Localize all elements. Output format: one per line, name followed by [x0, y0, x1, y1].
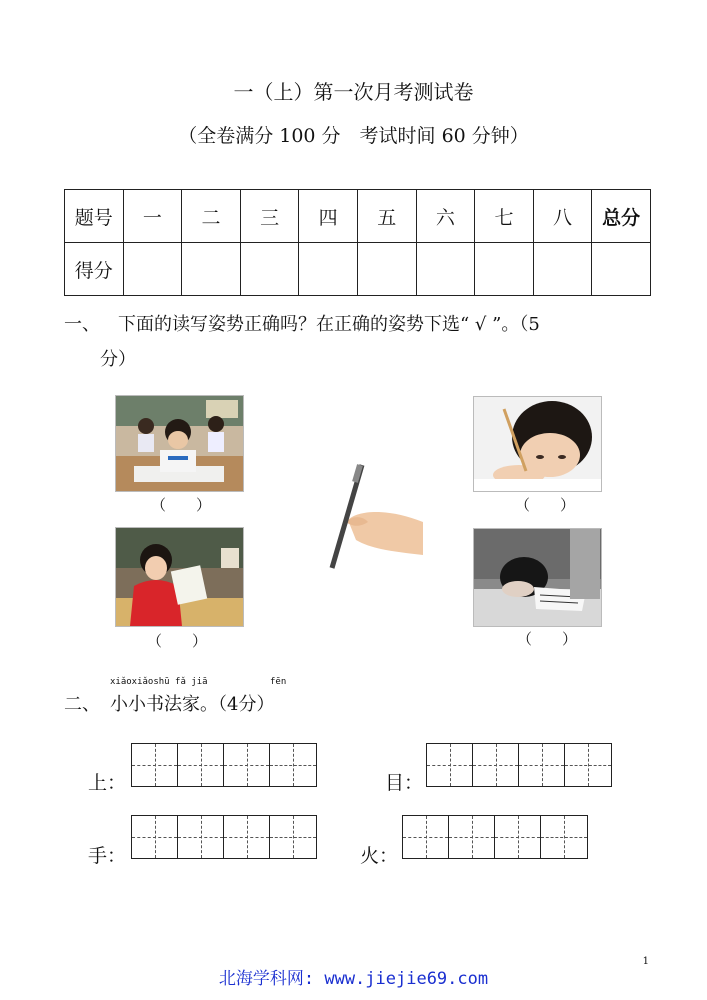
grid-cell[interactable] [449, 816, 495, 858]
grid-cell[interactable] [132, 744, 178, 786]
grid-cell[interactable] [224, 744, 270, 786]
score-cell[interactable] [182, 243, 241, 296]
grid-cell[interactable] [178, 744, 224, 786]
grid-cell[interactable] [565, 744, 611, 786]
hand-holding-pen-image [318, 460, 428, 570]
question1-text: 下面的读写姿势正确吗？在正确的姿势下选“ √ ”。（5 [118, 314, 540, 335]
score-cell[interactable] [240, 243, 299, 296]
header-cell: 五 [357, 190, 416, 243]
photo-classroom-writing [115, 395, 244, 492]
photo-child-bent-over-desk [473, 528, 602, 627]
header-cell: 一 [123, 190, 182, 243]
grid-cell[interactable] [403, 816, 449, 858]
char-label-shang: 上： [88, 772, 127, 794]
page-title: 一（上）第一次月考测试卷 [233, 80, 474, 104]
header-cell: 四 [299, 190, 358, 243]
writing-grid-huo[interactable] [402, 815, 588, 859]
score-table-header-row [65, 190, 651, 243]
grid-cell[interactable] [270, 744, 316, 786]
header-cell: 题号 [65, 190, 124, 243]
header-cell: 六 [416, 190, 475, 243]
header-cell: 八 [533, 190, 592, 243]
question2-pinyin-score: fēn [270, 677, 287, 687]
page-number: 1 [642, 956, 649, 967]
grid-cell[interactable] [178, 816, 224, 858]
score-cell[interactable] [416, 243, 475, 296]
header-cell-total: 总分 [592, 190, 651, 243]
writing-grid-mu[interactable] [426, 743, 612, 787]
score-cell[interactable] [357, 243, 416, 296]
photo-girl-reading [115, 527, 244, 627]
grid-cell[interactable] [132, 816, 178, 858]
question2-text: 小小书法家。（4分） [110, 694, 275, 715]
char-label-mu: 目： [385, 772, 424, 794]
header-cell: 二 [182, 190, 241, 243]
question2-pinyin: xiǎoxiǎoshū fǎ jiā [110, 677, 208, 687]
header-cell: 七 [475, 190, 534, 243]
score-cell[interactable] [123, 243, 182, 296]
grid-cell[interactable] [270, 816, 316, 858]
answer-paren-3[interactable]: （ ） [147, 632, 208, 650]
question1-text-cont: 分） [100, 349, 136, 370]
grid-cell[interactable] [541, 816, 587, 858]
score-row-label: 得分 [65, 243, 124, 296]
score-table-score-row [65, 243, 651, 296]
answer-paren-2[interactable]: （ ） [515, 496, 576, 514]
score-cell[interactable] [299, 243, 358, 296]
photo-child-writing-closeup [473, 396, 602, 492]
question1-number: 一、 [64, 314, 100, 335]
grid-cell[interactable] [519, 744, 565, 786]
page-subtitle: （全卷满分 100 分 考试时间 60 分钟） [178, 125, 529, 147]
grid-cell[interactable] [495, 816, 541, 858]
question2-number: 二、 [64, 694, 100, 715]
score-cell[interactable] [533, 243, 592, 296]
grid-cell[interactable] [427, 744, 473, 786]
score-table [64, 189, 651, 296]
answer-paren-4[interactable]: （ ） [517, 630, 578, 648]
grid-cell[interactable] [224, 816, 270, 858]
footer-website[interactable]: 北海学科网: www.jiejie69.com [218, 969, 489, 989]
header-cell: 三 [240, 190, 299, 243]
score-cell[interactable] [592, 243, 651, 296]
char-label-shou: 手： [88, 845, 127, 867]
writing-grid-shang[interactable] [131, 743, 317, 787]
writing-grid-shou[interactable] [131, 815, 317, 859]
grid-cell[interactable] [473, 744, 519, 786]
char-label-huo: 火： [360, 845, 399, 867]
score-cell[interactable] [475, 243, 534, 296]
answer-paren-1[interactable]: （ ） [151, 496, 212, 514]
